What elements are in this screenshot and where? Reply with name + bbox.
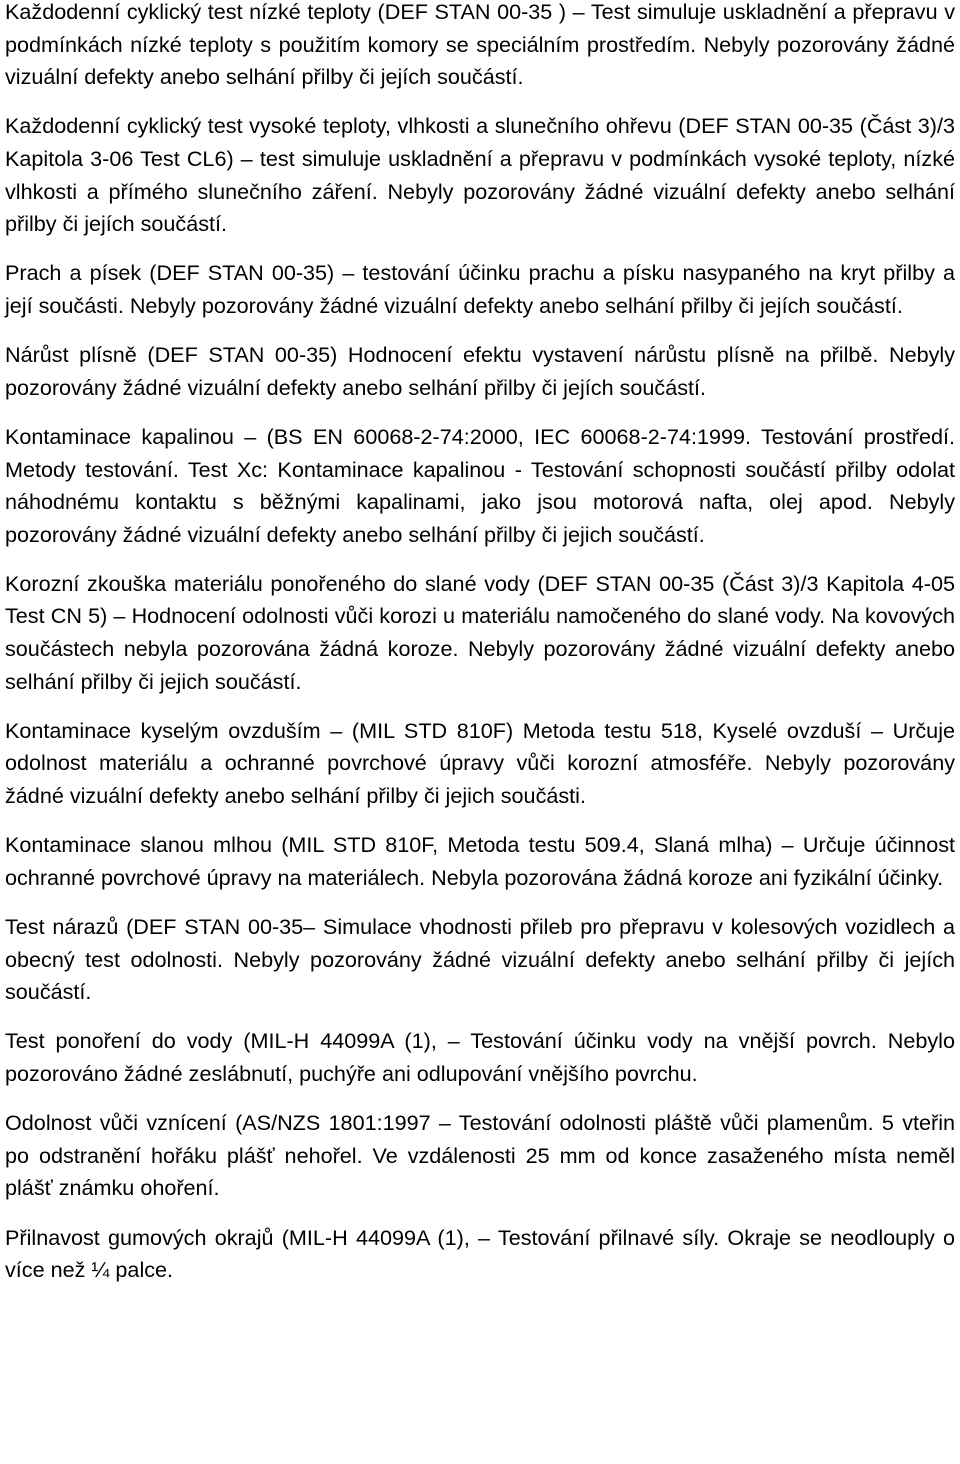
paragraph-salt-fog-test: Kontaminace slanou mlhou (MIL STD 810F, Metoda testu 509.4, Slaná mlha) – Určuje účinnost ochranné povrchové úpravy na materiálech. Nebyla pozorována žádná koroze ani fyzikální účinky. [5,832,955,890]
paragraph-mould-growth-test: Nárůst plísně (DEF STAN 00-35) Hodnocení efektu vystavení nárůstu plísně na přilbě. Nebyly pozorovány žádné vizuální defekty anebo selhání přilby či jejích součástí. [5,342,955,400]
paragraph-low-temperature-test: Každodenní cyklický test nízké teploty (DEF STAN 00-35 ) – Test simuluje uskladnění a přepravu v podmínkách nízké teploty s použitím komory se speciálním prostředím. Nebyly pozorovány žádné vizuální defekty anebo selhání přilby či jejích součástí. [5,0,955,90]
paragraph-fluid-contamination-test: Kontaminace kapalinou – (BS EN 60068-2-74:2000, IEC 60068-2-74:1999. Testování prostředí. Metody testování. Test Xc: Kontaminace kapalinou - Testování schopnosti součástí přilby odolat náhodnému kontaktu s běžnými kapalinami, jako jsou motorová nafta, olej apod. Nebyly pozorovány žádné vizuální defekty anebo selhání přilby či jejich součástí. [5,423,955,547]
paragraph-shock-test: Test nárazů (DEF STAN 00-35– Simulace vhodnosti přileb pro přepravu v kolesových vozidlech a obecný test odolnosti. Nebyly pozorovány žádné vizuální defekty anebo selhání přilby či jejích součástí. [5,914,955,1005]
paragraph-rubber-edge-adhesion-test: Přilnavost gumových okrajů (MIL-H 44099A (1), – Testování přilnavé síly. Okraje se neodlouply o více než ¼ palce. [5,1224,955,1283]
document-body [5,0,955,1287]
paragraph-dust-sand-test: Prach a písek (DEF STAN 00-35) – testování účinku prachu a písku nasypaného na kryt přilby a její součásti. Nebyly pozorovány žádné vizuální defekty anebo selhání přilby či jejích součástí. [5,260,955,318]
paragraph-water-immersion-test: Test ponoření do vody (MIL-H 44099A (1), – Testování účinku vody na vnější povrch. Nebylo pozorováno žádné zeslábnutí, puchýře ani odlupování vnějšího povrchu. [5,1028,955,1086]
paragraph-salt-water-corrosion-test: Korozní zkouška materiálu ponořeného do slané vody (DEF STAN 00-35 (Část 3)/3 Kapitola 4-05 Test CN 5) – Hodnocení odolnosti vůči korozi u materiálu namočeného do slané vody. Na kovových součástech nebyla pozorována žádná koroze. Nebyly pozorovány žádné vizuální defekty anebo selhání přilby či jejich součástí. [5,570,955,694]
paragraph-acidic-atmosphere-test: Kontaminace kyselým ovzduším – (MIL STD 810F) Metoda testu 518, Kyselé ovzduší – Určuje odolnost materiálu a ochranné povrchové úpravy vůči korozní atmosféře. Nebyly pozorovány žádné vizuální defekty anebo selhání přilby či jejich součásti. [5,717,955,809]
paragraph-high-temperature-test: Každodenní cyklický test vysoké teploty, vlhkosti a slunečního ohřevu (DEF STAN 00-35 (Část 3)/3 Kapitola 3-06 Test CL6) – test simuluje uskladnění a přepravu v podmínkách vysoké teploty, nízké vlhkosti a přímého slunečního záření. Nebyly pozorovány žádné vizuální defekty anebo selhání přilby či jejích součástí. [5,113,955,237]
paragraph-flame-resistance-test: Odolnost vůči vznícení (AS/NZS 1801:1997 – Testování odolnosti pláště vůči plamenům. 5 vteřin po odstranění hořáku plášť nehořel. Ve vzdálenosti 25 mm od konce zasaženého místa neměl plášť známku ohoření. [5,1110,955,1201]
